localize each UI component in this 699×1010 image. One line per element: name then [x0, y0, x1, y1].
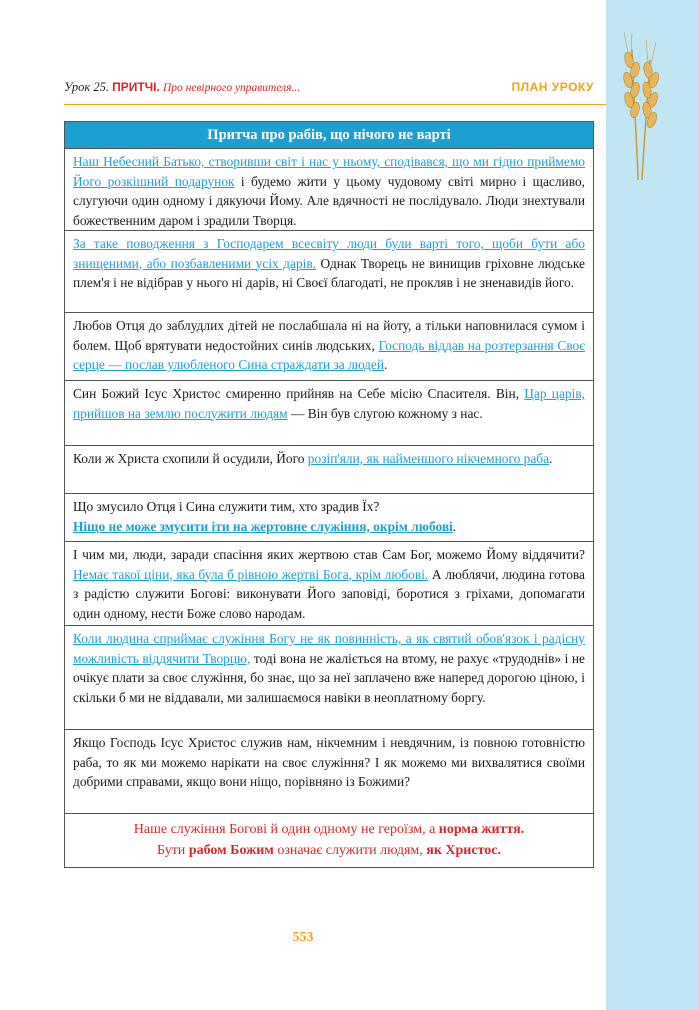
row-tail: А люблячи, людина готова з радістю служити Богові: виконувати Його заповіді, боротися з гріхами, допомагати один одному, нести Боже слово народам. [73, 566, 585, 621]
table-title: Притча про рабів, що нічого не варті [65, 122, 593, 149]
row-text: Любов Отця до заблудлих дітей не послабшала ні на йоту, а тільки наповнилася сумом і болем. Щоб врятувати недостойних синів людських, [73, 318, 585, 353]
table-row [65, 542, 593, 626]
row-text: І чим ми, люди, заради спасіння яких жертвою став Сам Бог, можемо Йому віддячити? [73, 547, 585, 562]
row-tail: . [384, 357, 388, 372]
table-row [65, 381, 593, 446]
row-tail: . [549, 451, 553, 466]
final-emphasis: як Христос. [426, 843, 501, 858]
final-text: Наше служіння Богові й один одному не героїзм, а [133, 822, 439, 837]
parable-table [64, 121, 594, 868]
row-link[interactable]: розіп'яли, як найменшого нікчемного раба [307, 451, 550, 466]
row-tail: — Він був слугою кожному з нас. [287, 405, 483, 421]
final-text: Бути [157, 843, 189, 858]
final-text: означає служити людям, [273, 843, 427, 858]
row-tail: . [452, 518, 457, 534]
row-link[interactable]: Господь віддав на розтерзання Своє серце — послав улюбленого Сина страждати за людей [73, 337, 585, 372]
table-row [65, 626, 593, 730]
table-row [65, 730, 593, 814]
row-link[interactable]: Ніщо не може змусити іти на жертовне служіння, окрім любові [73, 518, 453, 534]
table-row [65, 231, 593, 313]
final-statement [65, 814, 593, 867]
row-text: тоді вона не жаліється на втому, не рахує «трудоднів» і не очікує плати за своє служіння, бо знає, що за неї заплачено вже наперед дорогою ціною, і скільки б ми не віддавали, ми залишаємося навіки в неоплатному боргу. [73, 650, 585, 705]
lesson-subtitle: Про невірного управителя... [162, 82, 301, 94]
row-link[interactable]: Коли людина сприймає служіння Богу не як повинність, а як святий обов'язок і радісну можливість віддячити Творцю, [73, 631, 585, 666]
table-row [65, 446, 593, 494]
lesson-number: Урок 25. [64, 80, 110, 94]
row-text: Однак Творець не винищив гріховне людське плем'я і не відібрав у нього ні дарів, ні Своєї благодаті, не прокляв і не зненавидів його. [73, 255, 585, 290]
table-row [65, 494, 593, 542]
row-text: Син Божий Ісус Христос смиренно прийняв на Себе місію Спасителя. Він, [73, 386, 525, 401]
page-number: 553 [292, 930, 314, 945]
page-header [64, 80, 594, 100]
final-emphasis: рабом Божим [188, 843, 274, 858]
row-text: Що змусило Отця і Сина служити тим, хто зрадив Їх? [73, 499, 380, 514]
row-link[interactable]: Наш Небесний Батько, створивши світ і нас у ньому, сподівався, що ми гідно приймемо Його розкішний подарунок [73, 154, 585, 189]
row-link[interactable]: Немає такої ціни, яка була б рівною жертві Бога, крім любові. [73, 566, 429, 582]
row-text: і будемо жити у цьому чудовому світі мирно і щасливо, слугуючи один одному і дякуючи Йому. Але вдячності не послідувало. Люди знехтували божественним даром і зрадили Творця. [73, 173, 585, 228]
row-text: Якщо Господь Ісус Христос служив нам, нікчемним і невдячним, із повною готовністю раба, то як ми можемо нарікати на своє служіння? І як можемо ми вихвалятися своїми добрими справами, якщо вони ніщо, порівняно із Божими? [73, 735, 585, 789]
table-row [65, 313, 593, 381]
header-divider [64, 104, 606, 105]
row-link[interactable]: Цар царів, прийшов на землю послужити людям [73, 386, 585, 421]
row-text: Коли ж Христа схопили й осудили, Його [73, 451, 308, 466]
lesson-topic: ПРИТЧІ. [112, 80, 160, 94]
wheat-icon [612, 30, 660, 180]
table-row [65, 149, 593, 231]
row-link[interactable]: За таке поводження з Господарем всесвіту люди були варті того, щоби бути або знищеними, або позбавленими усіх дарів. [73, 236, 585, 271]
plan-label: ПЛАН УРОКУ [511, 80, 594, 94]
final-emphasis: норма життя. [438, 822, 525, 837]
